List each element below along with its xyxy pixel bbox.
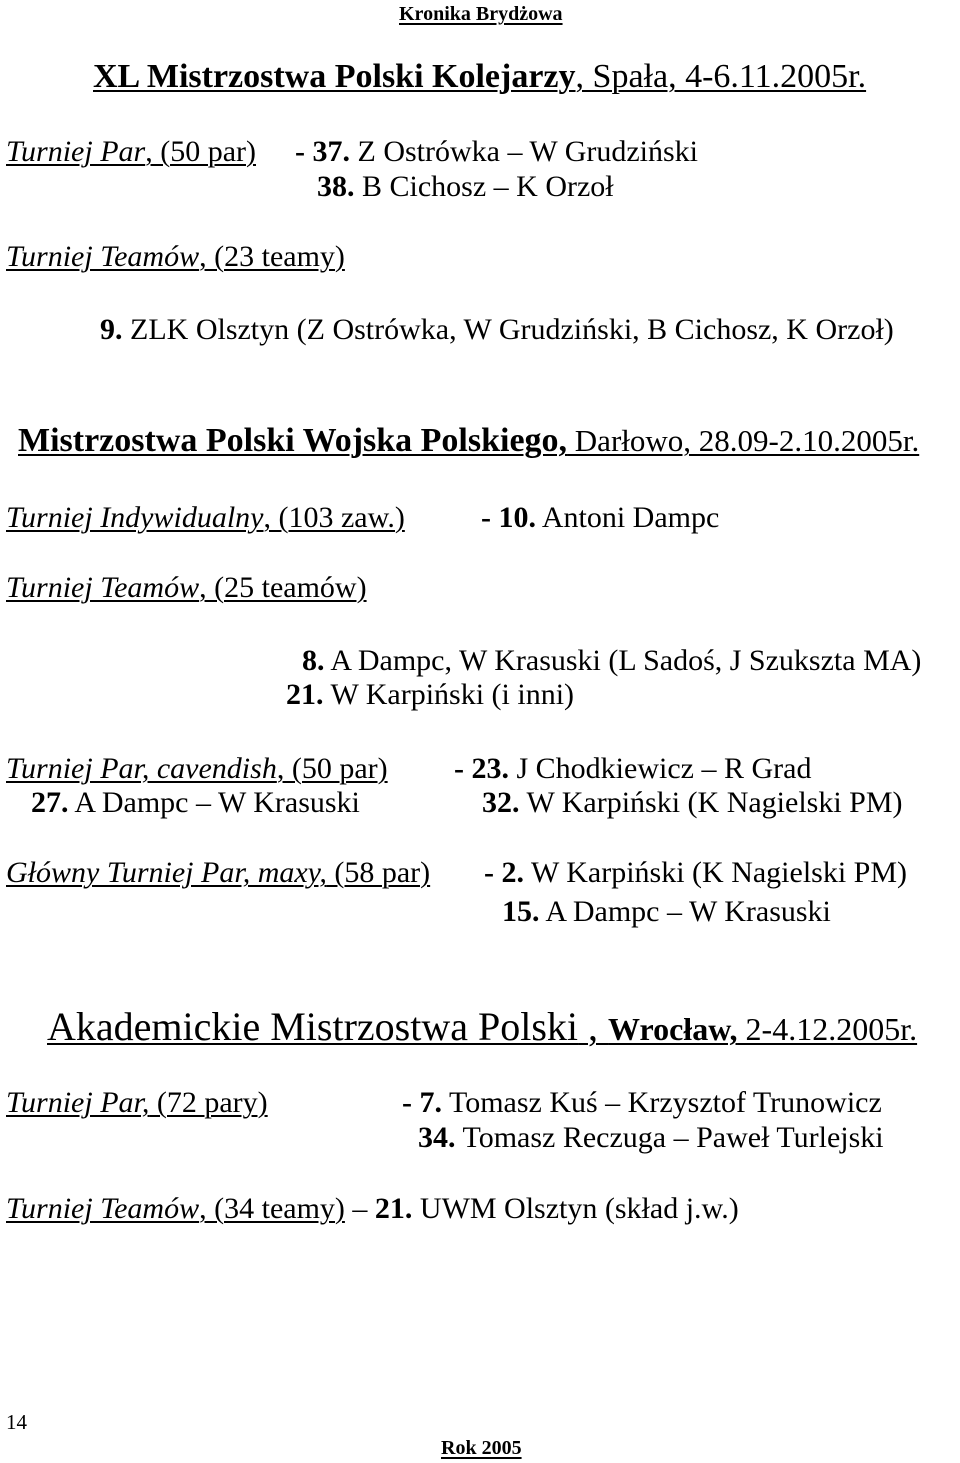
section3-title-city: Wrocław, — [608, 1011, 738, 1047]
result-names: J Chodkiewicz – R Grad — [509, 752, 812, 785]
section1-teams-heading — [6, 242, 345, 272]
result-rank: 21. — [286, 678, 324, 711]
result-names: ZLK Olsztyn (Z Ostrówka, W Grudziński, B Cichosz, K Orzoł) — [122, 313, 894, 346]
result-names: W Karpiński (K Nagielski PM) — [519, 786, 903, 819]
result-rank: - 7. — [402, 1086, 442, 1119]
section2-cavendish-heading — [6, 754, 388, 784]
section2-teams-result-2 — [286, 680, 574, 710]
result-rank: 15. — [502, 895, 540, 928]
page-number: 14 — [6, 1410, 27, 1434]
section1-teams-result-1 — [100, 315, 894, 345]
result-names: A Dampc – W Krasuski — [539, 895, 831, 928]
section2-title: Mistrzostwa Polski Wojska Polskiego, — [18, 422, 568, 459]
result-rank: 27. — [31, 786, 69, 819]
result-names: Z Ostrówka – W Grudziński — [350, 135, 699, 168]
section3-pairs-heading — [6, 1088, 268, 1118]
section2-heading — [18, 424, 919, 458]
section2-teams-result-1 — [302, 646, 921, 676]
section1-pairs-heading — [6, 135, 256, 168]
section2-teams-label: Turniej Teamów — [6, 571, 200, 604]
section1-teams-label: Turniej Teamów — [6, 240, 200, 273]
result-names: Tomasz Reczuga – Paweł Turlejski — [455, 1121, 884, 1154]
section3-teams-row — [6, 1194, 739, 1224]
section3-heading — [47, 1004, 918, 1049]
result-rank: - 23. — [454, 752, 509, 785]
section2-individual-heading — [6, 503, 405, 533]
section1-heading — [93, 60, 866, 94]
section2-cavendish-result-2 — [31, 788, 360, 818]
section3-pairs-result-2 — [418, 1123, 884, 1153]
section2-cavendish-result-3 — [482, 788, 903, 818]
result-rank: 38. — [317, 170, 355, 203]
result-rank: 9. — [100, 313, 123, 346]
section3-pairs-result-1 — [402, 1088, 882, 1118]
result-rank: 34. — [418, 1121, 456, 1154]
result-names: Tomasz Kuś – Krzysztof Trunowicz — [442, 1086, 882, 1119]
section2-maxy-heading — [6, 858, 430, 888]
result-names: UWM Olsztyn (skład j.w.) — [412, 1192, 739, 1225]
section2-teams-heading — [6, 573, 367, 603]
result-names: Antoni Dampc — [536, 501, 720, 534]
running-header: Kronika Brydżowa — [399, 3, 563, 25]
section2-cavendish-result-1 — [454, 754, 811, 784]
section3-teams-label: Turniej Teamów — [6, 1192, 200, 1225]
result-rank: - 2. — [484, 856, 524, 889]
result-rank: 21. — [374, 1192, 413, 1225]
result-rank: - 10. — [481, 501, 536, 534]
section1-teams-count: , (23 teamy) — [199, 240, 345, 273]
section3-title-comma: , — [578, 1004, 609, 1049]
result-rank: - 37. — [295, 135, 350, 168]
section1-pairs-result-1 — [295, 137, 698, 167]
section2-individual-result-1 — [481, 503, 719, 533]
section2-maxy-result-2 — [502, 897, 831, 927]
section3-title: Akademickie Mistrzostwa Polski — [47, 1004, 579, 1049]
section1-title-rest: , Spała, 4-6.11.2005r. — [575, 58, 867, 95]
section2-cavendish-count: , (50 par) — [276, 752, 388, 785]
result-names: W Karpiński (K Nagielski PM) — [524, 856, 908, 889]
section2-maxy-label: Główny Turniej Par, maxy, — [6, 856, 327, 889]
section2-cavendish-label: Turniej Par, cavendish — [6, 752, 277, 785]
section3-pairs-count: (72 pary) — [149, 1086, 268, 1119]
section1-title: XL Mistrzostwa Polski Kolejarzy — [93, 58, 576, 95]
dash-separator: – — [344, 1192, 375, 1225]
section3-teams-heading — [6, 1192, 345, 1225]
section2-individual-count: , (103 zaw.) — [263, 501, 405, 534]
result-names: A Dampc, W Krasuski (L Sadoś, J Szukszta MA) — [324, 644, 922, 677]
result-names: B Cichosz – K Orzoł — [354, 170, 614, 203]
result-rank: 32. — [482, 786, 520, 819]
section1-pairs-result-2 — [317, 172, 614, 202]
section2-teams-count: , (25 teamów) — [199, 571, 367, 604]
result-rank: 8. — [302, 644, 325, 677]
result-names: W Karpiński (i inni) — [323, 678, 575, 711]
section1-pairs-label: Turniej Par — [6, 135, 146, 168]
section2-title-rest: Darłowo, 28.09-2.10.2005r. — [567, 423, 920, 458]
section2-maxy-result-1 — [484, 858, 907, 888]
section1-pairs-count: , (50 par) — [145, 135, 256, 168]
section1-pairs-row — [6, 137, 256, 167]
section3-pairs-label: Turniej Par, — [6, 1086, 150, 1119]
section2-maxy-count: (58 par) — [326, 856, 431, 889]
section2-individual-label: Turniej Indywidualny — [6, 501, 264, 534]
result-names: A Dampc – W Krasuski — [68, 786, 360, 819]
running-footer: Rok 2005 — [441, 1437, 522, 1459]
section3-title-rest: 2-4.12.2005r. — [737, 1011, 918, 1047]
section3-teams-count: , (34 teamy) — [199, 1192, 345, 1225]
